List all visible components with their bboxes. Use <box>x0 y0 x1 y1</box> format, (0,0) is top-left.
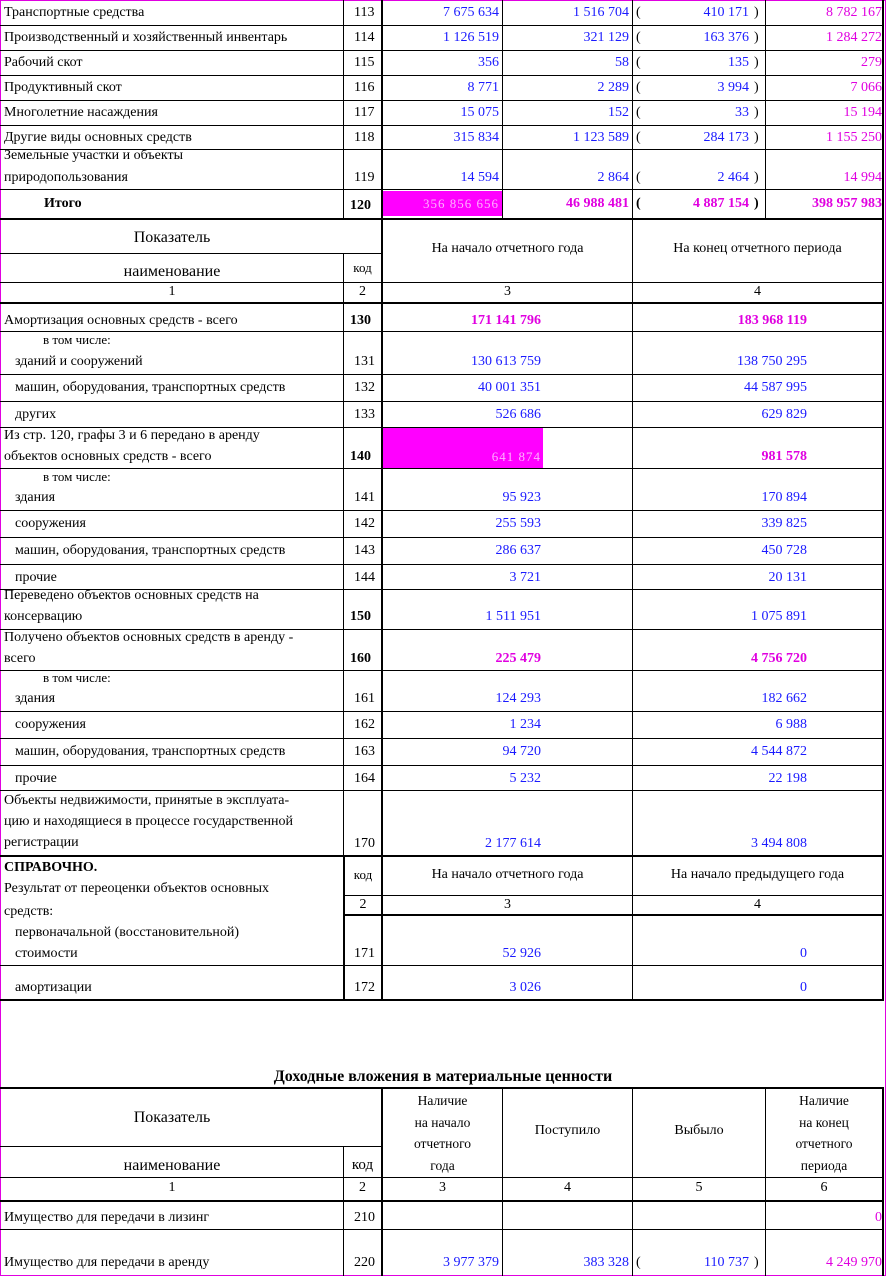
row-131-name: зданий и сооружений <box>15 354 143 369</box>
row-114-c5: 163 376 <box>703 30 749 45</box>
row-113-name: Транспортные средства <box>4 5 145 20</box>
row-162-c3: 1 234 <box>509 717 541 732</box>
row-170-c4: 3 494 808 <box>751 836 807 851</box>
row-119-code: 119 <box>354 170 375 185</box>
row-143-c4: 450 728 <box>761 543 807 558</box>
row-162-name: сооружения <box>15 717 86 732</box>
reference-text-line1: Результат от переоценки объектов основных <box>4 881 270 896</box>
row-120-code: 120 <box>350 198 371 213</box>
row-220-c6: 4 249 970 <box>826 1255 882 1270</box>
row-130-code: 130 <box>350 313 371 328</box>
in-that-number: в том числе: <box>43 469 111 484</box>
row-160-name-line1: Получено объектов основных средств в аренду - <box>4 630 294 645</box>
row-160-c4: 4 756 720 <box>751 651 807 666</box>
income-col-6: 6 <box>820 1180 828 1195</box>
paren-open: ( <box>636 1255 641 1270</box>
row-160-c3: 225 479 <box>495 651 541 666</box>
row-119-name-line2: природопользования <box>4 170 128 185</box>
row-114-c4: 321 129 <box>583 30 629 45</box>
paren-close: ) <box>754 105 759 120</box>
row-113-c4: 1 516 704 <box>573 5 629 20</box>
income-header-c5: Выбыло <box>674 1123 724 1138</box>
row-143-name: машин, оборудования, транспортных средств <box>15 543 286 558</box>
row-150-c4: 1 075 891 <box>751 609 807 624</box>
row-133-c3: 526 686 <box>495 407 541 422</box>
row-140-c3: 641 874 <box>491 449 541 464</box>
row-115-c5: 135 <box>728 55 749 70</box>
row-116-name: Продуктивный скот <box>4 80 122 95</box>
row-220-c4: 383 328 <box>583 1255 629 1270</box>
row-210-c6: 0 <box>875 1210 882 1225</box>
row-170-code: 170 <box>354 836 375 851</box>
row-120-c5: 4 887 154 <box>693 196 749 211</box>
row-120-name: Итого <box>44 196 82 211</box>
paren-open: ( <box>636 105 641 120</box>
row-118-c5: 284 173 <box>703 130 749 145</box>
row-144-c3: 3 721 <box>509 570 541 585</box>
row-140-code: 140 <box>350 449 371 464</box>
row-113-c5: 410 171 <box>703 5 749 20</box>
row-141-c3: 95 923 <box>502 490 541 505</box>
amort-header-end: На конец отчетного периода <box>673 241 842 256</box>
income-header-indicator: Показатель <box>133 1109 211 1126</box>
row-144-code: 144 <box>354 570 375 585</box>
row-160-name-line2: всего <box>4 651 36 666</box>
row-172-code: 172 <box>354 980 375 995</box>
row-210-code: 210 <box>354 1210 375 1225</box>
row-163-code: 163 <box>354 744 375 759</box>
row-150-name-line2: консервацию <box>4 609 83 624</box>
row-210-name: Имущество для передачи в лизинг <box>4 1210 210 1225</box>
amort-col-4: 4 <box>754 284 761 299</box>
paren-open: ( <box>636 80 641 95</box>
income-header-c6-line: периода <box>800 1157 848 1173</box>
row-172-name: амортизации <box>15 980 92 995</box>
row-150-code: 150 <box>350 609 371 624</box>
row-117-name: Многолетние насаждения <box>4 105 158 120</box>
row-118-code: 118 <box>354 130 375 145</box>
row-131-c4: 138 750 295 <box>737 354 807 369</box>
paren-close: ) <box>754 55 759 70</box>
in-that-number: в том числе: <box>43 332 111 347</box>
row-144-c4: 20 131 <box>768 570 807 585</box>
reference-header-prev: На начало предыдущего года <box>670 867 845 882</box>
row-120-c3: 356 856 656 <box>423 196 499 211</box>
row-162-code: 162 <box>354 717 375 732</box>
paren-close: ) <box>754 5 759 20</box>
amort-col-2: 2 <box>359 284 366 299</box>
row-117-code: 117 <box>354 105 375 120</box>
income-header-c4: Поступило <box>534 1123 601 1138</box>
row-132-c3: 40 001 351 <box>478 380 541 395</box>
row-171-name-line2: стоимости <box>15 946 78 961</box>
income-header-code: код <box>351 1157 374 1173</box>
paren-close: ) <box>754 30 759 45</box>
row-119-c6: 14 994 <box>843 170 882 185</box>
row-116-c3: 8 771 <box>467 80 499 95</box>
paren-close: ) <box>754 170 759 185</box>
income-header-c6-line: Наличие <box>799 1093 849 1108</box>
reference-header-code: код <box>353 867 373 882</box>
reference-col-3: 3 <box>504 897 511 912</box>
paren-close: ) <box>754 196 759 211</box>
row-161-c4: 182 662 <box>761 691 807 706</box>
row-119-c4: 2 864 <box>597 170 629 185</box>
row-115-name: Рабочий скот <box>4 55 83 70</box>
row-132-name: машин, оборудования, транспортных средств <box>15 380 286 395</box>
paren-open: ( <box>636 5 641 20</box>
row-132-c4: 44 587 995 <box>744 380 807 395</box>
row-117-c6: 15 194 <box>843 105 882 120</box>
row-220-name: Имущество для передачи в аренду <box>4 1255 210 1270</box>
row-171-name-line1: первоначальной (восстановительной) <box>15 925 239 940</box>
income-header-c6-line: на конец <box>799 1114 849 1130</box>
paren-close: ) <box>754 130 759 145</box>
row-119-name-line1: Земельные участки и объекты <box>4 148 184 163</box>
income-header-c3 <box>383 1090 502 1176</box>
row-164-c3: 5 232 <box>509 771 541 786</box>
row-114-code: 114 <box>354 30 375 45</box>
row-144-name: прочие <box>15 570 57 585</box>
row-119-c3: 14 594 <box>460 170 499 185</box>
row-131-c3: 130 613 759 <box>471 354 541 369</box>
row-141-name: здания <box>15 490 56 505</box>
in-that-number: в том числе: <box>43 670 111 685</box>
row-130-c4: 183 968 119 <box>737 313 807 328</box>
income-header-name: наименование <box>123 1157 221 1174</box>
amort-header-code: код <box>353 260 372 275</box>
row-164-name: прочие <box>15 771 57 786</box>
row-164-code: 164 <box>354 771 375 786</box>
paren-open: ( <box>636 170 641 185</box>
income-header-c3-line: Наличие <box>417 1093 468 1108</box>
row-162-c4: 6 988 <box>775 717 807 732</box>
row-115-c6: 279 <box>861 55 882 70</box>
income-col-3: 3 <box>439 1180 446 1195</box>
amort-col-1: 1 <box>168 284 176 299</box>
row-150-c3: 1 511 951 <box>485 609 541 624</box>
paren-open: ( <box>636 196 641 211</box>
row-115-code: 115 <box>354 55 375 70</box>
income-col-5: 5 <box>695 1180 703 1195</box>
row-120-c4: 46 988 481 <box>566 196 629 211</box>
paren-open: ( <box>636 30 641 45</box>
reference-title: СПРАВОЧНО. <box>4 860 98 875</box>
reference-header-start: На начало отчетного года <box>431 867 584 882</box>
row-220-c5: 110 737 <box>704 1255 749 1270</box>
row-116-c6: 7 066 <box>850 80 882 95</box>
row-118-name: Другие виды основных средств <box>4 130 192 145</box>
row-116-code: 116 <box>354 80 375 95</box>
row-115-c3: 356 <box>478 55 499 70</box>
row-143-c3: 286 637 <box>495 543 541 558</box>
row-114-c3: 1 126 519 <box>443 30 499 45</box>
paren-open: ( <box>636 55 641 70</box>
row-220-c3: 3 977 379 <box>443 1255 499 1270</box>
row-117-c3: 15 075 <box>460 105 499 120</box>
reference-col-2: 2 <box>359 897 367 912</box>
row-131-code: 131 <box>354 354 375 369</box>
row-113-c3: 7 675 634 <box>443 5 499 20</box>
row-132-code: 132 <box>354 380 375 395</box>
row-164-c4: 22 198 <box>768 771 807 786</box>
row-141-c4: 170 894 <box>761 490 807 505</box>
row-120-c6: 398 957 983 <box>812 196 882 211</box>
row-115-c4: 58 <box>615 55 629 70</box>
row-133-name: других <box>15 407 57 422</box>
row-160-code: 160 <box>350 651 371 666</box>
row-141-code: 141 <box>354 490 375 505</box>
row-114-c6: 1 284 272 <box>826 30 882 45</box>
row-170-c3: 2 177 614 <box>485 836 541 851</box>
row-118-c4: 1 123 589 <box>573 130 629 145</box>
row-163-c3: 94 720 <box>502 744 541 759</box>
row-150-name-line1: Переведено объектов основных средств на <box>4 588 259 603</box>
income-header-c3-line: на начало <box>414 1114 471 1130</box>
row-113-code: 113 <box>354 5 375 20</box>
row-172-c4: 0 <box>800 980 807 995</box>
row-130-c3: 171 141 796 <box>471 313 541 328</box>
row-116-c5: 3 994 <box>717 80 749 95</box>
paren-close: ) <box>754 1255 759 1270</box>
income-col-1: 1 <box>168 1180 176 1195</box>
income-col-4: 4 <box>564 1180 571 1195</box>
row-119-c5: 2 464 <box>717 170 749 185</box>
row-133-code: 133 <box>354 407 375 422</box>
row-171-c4: 0 <box>800 946 807 961</box>
income-header-c6-line: отчетного <box>795 1136 853 1151</box>
income-col-2: 2 <box>359 1180 366 1195</box>
row-220-code: 220 <box>354 1255 375 1270</box>
amort-header-start: На начало отчетного года <box>431 241 584 256</box>
row-114-name: Производственный и хозяйственный инвентарь <box>4 30 288 45</box>
row-161-c3: 124 293 <box>495 691 541 706</box>
row-116-c4: 2 289 <box>597 80 629 95</box>
income-title: Доходные вложения в материальные ценности <box>273 1068 613 1085</box>
amort-col-3: 3 <box>504 284 511 299</box>
row-142-c3: 255 593 <box>495 516 541 531</box>
income-header-c3-line: отчетного <box>413 1136 472 1151</box>
income-header-c6 <box>766 1090 882 1176</box>
row-130-name: Амортизация основных средств - всего <box>4 313 238 328</box>
row-163-name: машин, оборудования, транспортных средств <box>15 744 286 759</box>
row-113-c6: 8 782 167 <box>826 5 882 20</box>
row-133-c4: 629 829 <box>761 407 807 422</box>
row-140-name-line2: объектов основных средств - всего <box>4 449 212 464</box>
row-140-c4: 981 578 <box>761 449 807 464</box>
row-117-c5: 33 <box>735 105 749 120</box>
row-170-name-line2: цию и находящиеся в процессе государственной <box>4 814 294 829</box>
row-142-name: сооружения <box>15 516 86 531</box>
reference-col-4: 4 <box>754 897 761 912</box>
paren-close: ) <box>754 80 759 95</box>
income-header-c3-line: года <box>430 1157 455 1173</box>
row-140-name-line1: Из стр. 120, графы 3 и 6 передано в аренду <box>4 428 260 443</box>
row-161-code: 161 <box>354 691 375 706</box>
row-143-code: 143 <box>354 543 375 558</box>
reference-text-line2: средств: <box>4 904 54 919</box>
row-118-c3: 315 834 <box>453 130 499 145</box>
row-161-name: здания <box>15 691 56 706</box>
paren-open: ( <box>636 130 641 145</box>
row-142-c4: 339 825 <box>761 516 807 531</box>
row-170-name-line1: Объекты недвижимости, принятые в эксплуата- <box>4 793 290 808</box>
row-118-c6: 1 155 250 <box>826 130 882 145</box>
row-117-c4: 152 <box>608 105 629 120</box>
row-142-code: 142 <box>354 516 375 531</box>
row-171-code: 171 <box>354 946 375 961</box>
row-171-c3: 52 926 <box>502 946 541 961</box>
row-172-c3: 3 026 <box>509 980 541 995</box>
amort-header-name: наименование <box>123 263 221 280</box>
row-163-c4: 4 544 872 <box>751 744 807 759</box>
row-170-name-line3: регистрации <box>4 835 79 850</box>
amort-header-indicator: Показатель <box>133 229 211 246</box>
